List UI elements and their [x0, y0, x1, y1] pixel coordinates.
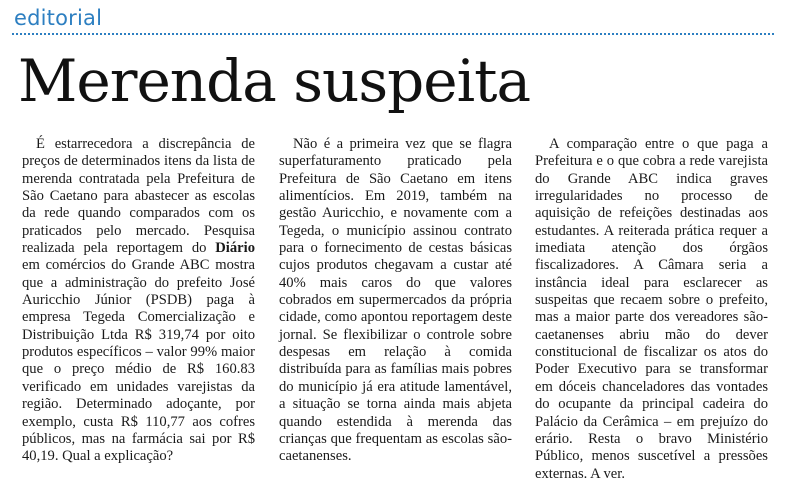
- paragraph-1: [22, 136, 255, 466]
- section-divider: [12, 33, 774, 35]
- paragraph-1-text-start: É estarrecedora a discrepância de preços de determinados itens da lista de merenda contratada pela Prefeitura de São Caetano para abastecer as escolas da rede quando comparados com os praticados pelo mercado. Pesquisa realizada pela reportagem do: [22, 136, 255, 257]
- section-label: editorial: [14, 6, 103, 30]
- headline: Merenda suspeita: [18, 47, 531, 115]
- article-column-3: [535, 136, 768, 481]
- newspaper-name: Diário: [215, 240, 255, 257]
- article-column-2: [279, 136, 512, 481]
- paragraph-2: Não é a primeira vez que se flagra superfaturamento praticado pela Prefeitura de São Caetano em itens alimentícios. Em 2019, também na gestão Auricchio, e novamente com a Tegeda, o município assinou contrato para o fornecimento de cestas básicas cujos produtos chegavam a custar até 40% mais caros do que valores cobrados em supermercados da própria cidade, como apontou reportagem deste jornal. Se flexibilizar o controle sobre despesas em relação à comida distribuída para as famílias mais pobres do município já era atitude lamentável, a situação se torna ainda mais abjeta quando estendida à merenda das crianças que frequentam as escolas são-caetanenses.: [279, 136, 512, 465]
- section-header: [12, 2, 774, 36]
- paragraph-3: A comparação entre o que paga a Prefeitura e o que cobra a rede varejista do Grande ABC indica graves irregularidades no processo de aquisição de refeições destinadas aos estudantes. A reiterada prática requer a imediata atenção dos órgãos fiscalizadores. A Câmara seria a instância ideal para esclarecer as suspeitas que recaem sobre o prefeito, mas a maior parte dos vereadores são-caetanenses abriu mão do dever constitucional de fiscalizar os atos do Poder Executivo para se transformar em dóceis chanceladores das vontades do ocupante da principal cadeira do Palácio da Cerâmica – em prejuízo do erário. Resta o bravo Ministério Público, menos suscetível a pressões externas. A ver.: [535, 136, 768, 482]
- paragraph-1-text-end: em comércios do Grande ABC mostra que a administração do prefeito José Auricchio Júnior (PSDB) paga à empresa Tegeda Comercialização e Distribuição Ltda R$ 319,74 por oito produtos específicos – valor 99% maior que o preço médio de R$ 160.83 verificado em unidades varejistas da região. Determinado adoçante, por exemplo, custa R$ 110,77 aos cofres públicos, mas na farmácia sai por R$ 40,19. Qual a explicação?: [22, 257, 255, 465]
- article-column-1: [22, 136, 255, 481]
